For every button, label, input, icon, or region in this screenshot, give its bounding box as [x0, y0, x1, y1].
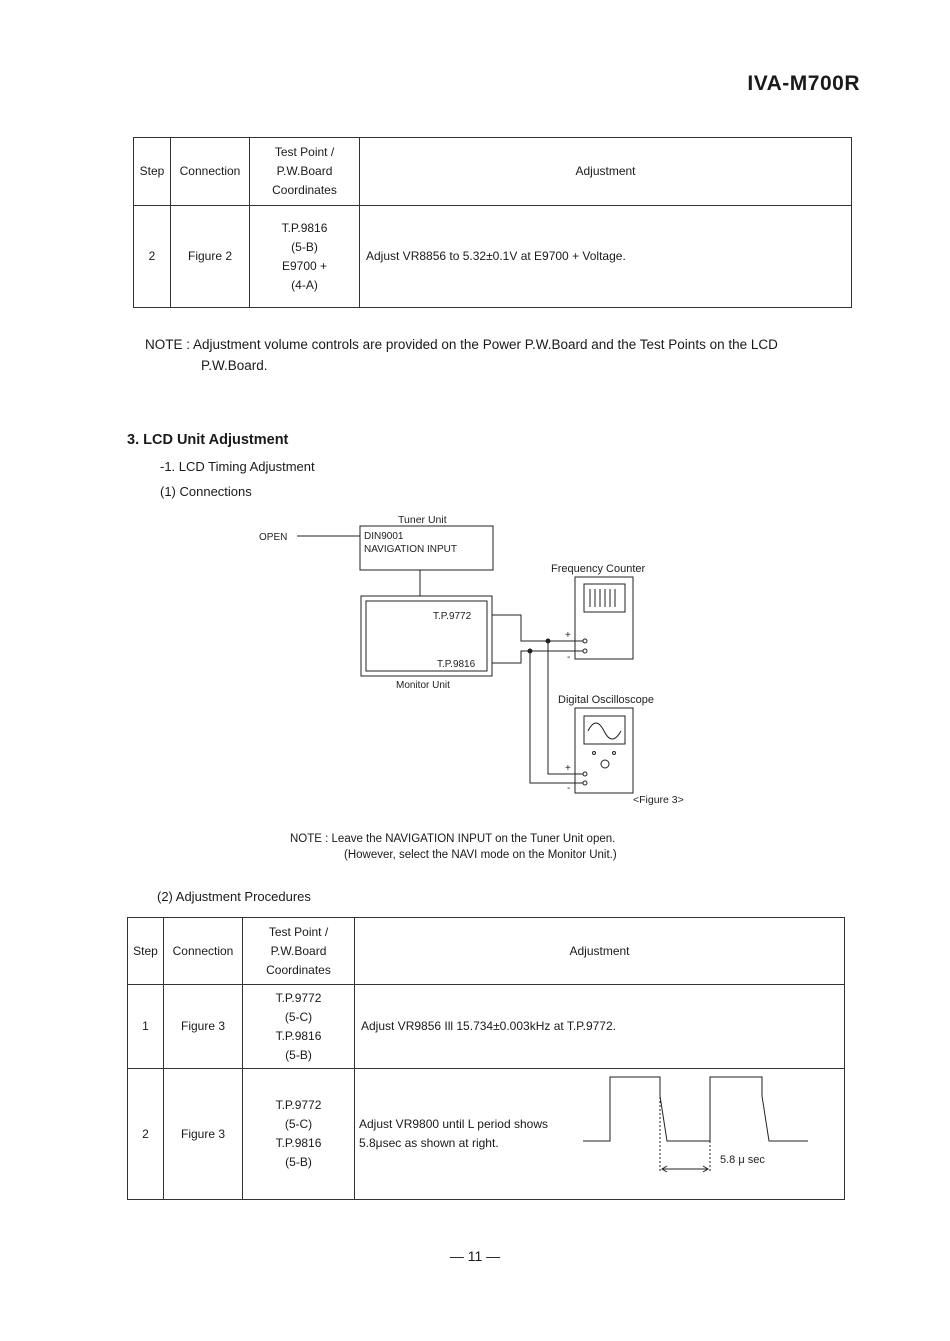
period-label: 5.8 μ sec: [720, 1154, 765, 1166]
header-adjustment: Adjustment: [355, 918, 845, 985]
note-line: (However, select the NAVI mode on the Monitor Unit.): [344, 849, 617, 861]
tp-line: (5-B): [291, 239, 318, 254]
wire-tp9816: [492, 651, 585, 663]
table-row: [134, 206, 852, 308]
header-tp-line: Coordinates: [272, 183, 337, 197]
minus-sign: -: [567, 783, 571, 794]
cell-step: 2: [134, 206, 171, 308]
model-number: IVA-M700R: [747, 72, 860, 95]
note-line: P.W.Board.: [201, 358, 268, 373]
tp-line: (5-B): [285, 1047, 312, 1062]
cell-connection: Figure 2: [171, 206, 250, 308]
table-header-row: [134, 138, 852, 206]
tp-9816-label: T.P.9816: [437, 659, 476, 670]
header-connection: Connection: [164, 918, 243, 985]
note-power-board: [145, 334, 845, 376]
knob-icon: [601, 760, 609, 768]
knob-icon: [613, 752, 616, 755]
header-tp-line: Test Point /: [268, 924, 329, 939]
tp-line: (5-C): [284, 1117, 313, 1131]
cell-step: 1: [128, 985, 164, 1069]
cell-adjustment: Adjust VR9856 Ill 15.734±0.003kHz at T.P.9772.: [355, 985, 845, 1069]
header-connection: Connection: [171, 138, 250, 206]
header-tp-line: Coordinates: [266, 962, 331, 977]
monitor-unit-label: Monitor Unit: [396, 680, 450, 691]
tp-line: (5-C): [284, 1009, 313, 1024]
knob-icon: [593, 752, 596, 755]
cell-test-point: [250, 206, 360, 308]
freq-counter-label: Frequency Counter: [551, 563, 646, 575]
note-line: NOTE : Leave the NAVIGATION INPUT on the Tuner Unit open.: [290, 833, 616, 845]
tp-line: T.P.9816: [275, 1136, 322, 1150]
tp-line: T.P.9816: [281, 220, 328, 235]
freq-terminal-minus: [583, 649, 587, 653]
minus-sign: -: [567, 652, 571, 663]
plus-sign: +: [565, 763, 571, 774]
pulse-waveform-diagram: [583, 1073, 818, 1183]
tp-line: (5-B): [285, 1155, 312, 1169]
open-label: OPEN: [259, 532, 288, 543]
osc-terminal-plus: [583, 772, 587, 776]
tuner-unit-title: Tuner Unit: [398, 514, 447, 526]
figure-caption: <Figure 3>: [633, 794, 684, 806]
tp-9772-label: T.P.9772: [433, 611, 472, 622]
header-step: Step: [134, 138, 171, 206]
plus-sign: +: [565, 630, 571, 641]
header-test-point: [243, 918, 355, 985]
adjustment-table-1: [133, 137, 852, 308]
cell-test-point: [243, 1069, 355, 1200]
subsection-heading: (2) Adjustment Procedures: [157, 889, 311, 904]
adjustment-text: [359, 1115, 548, 1153]
cell-connection: Figure 3: [164, 985, 243, 1069]
adjustment-table-2: [127, 917, 845, 1200]
table-row: [128, 985, 845, 1069]
note-line: Adjustment volume controls are provided on the Power P.W.Board and the Test Points on the LCD: [193, 337, 778, 352]
adjustment-line: 5.8μsec as shown at right.: [359, 1136, 499, 1150]
cell-adjustment: Adjust VR8856 to 5.32±0.1V at E9700 + Voltage.: [360, 206, 852, 308]
tp-line: T.P.9816: [275, 1028, 322, 1043]
tuner-din-label: DIN9001: [364, 531, 404, 542]
cell-step: 2: [128, 1069, 164, 1200]
oscilloscope-label: Digital Oscilloscope: [558, 694, 654, 706]
wire-tp9772: [492, 615, 585, 641]
tp-line: T.P.9772: [275, 990, 322, 1005]
header-test-point: [250, 138, 360, 206]
cell-adjustment: [355, 1069, 845, 1200]
subsection-heading: -1. LCD Timing Adjustment: [160, 459, 315, 474]
subsection-heading: (1) Connections: [160, 484, 252, 499]
tp-line: E9700 +: [281, 258, 328, 273]
sine-wave-icon: [588, 723, 621, 739]
connection-diagram: [240, 505, 710, 810]
cell-test-point: [243, 985, 355, 1069]
tp-line: (4-A): [291, 277, 318, 292]
note-prefix: NOTE :: [145, 337, 191, 352]
tp-line: T.P.9772: [275, 1098, 322, 1112]
table-row: [128, 1069, 845, 1200]
tuner-navi-label: NAVIGATION INPUT: [364, 544, 457, 555]
adjustment-line: Adjust VR9800 until L period shows: [359, 1117, 548, 1131]
header-tp-line: P.W.Board: [270, 943, 327, 958]
table-header-row: [128, 918, 845, 985]
header-adjustment: Adjustment: [360, 138, 852, 206]
header-step: Step: [128, 918, 164, 985]
oscilloscope-screen: [584, 716, 625, 744]
freq-counter-digits-icon: [590, 589, 615, 607]
wire-osc-minus: [530, 651, 585, 783]
note-navigation-input: [290, 831, 617, 863]
osc-terminal-minus: [583, 781, 587, 785]
header-tp-line: Test Point /: [274, 145, 335, 159]
page-number: — 11 —: [449, 1248, 501, 1264]
header-tp-line: P.W.Board: [276, 164, 333, 178]
section-heading: 3. LCD Unit Adjustment: [127, 432, 289, 448]
freq-terminal-plus: [583, 639, 587, 643]
cell-connection: Figure 3: [164, 1069, 243, 1200]
pulse-waveform: [583, 1077, 808, 1141]
